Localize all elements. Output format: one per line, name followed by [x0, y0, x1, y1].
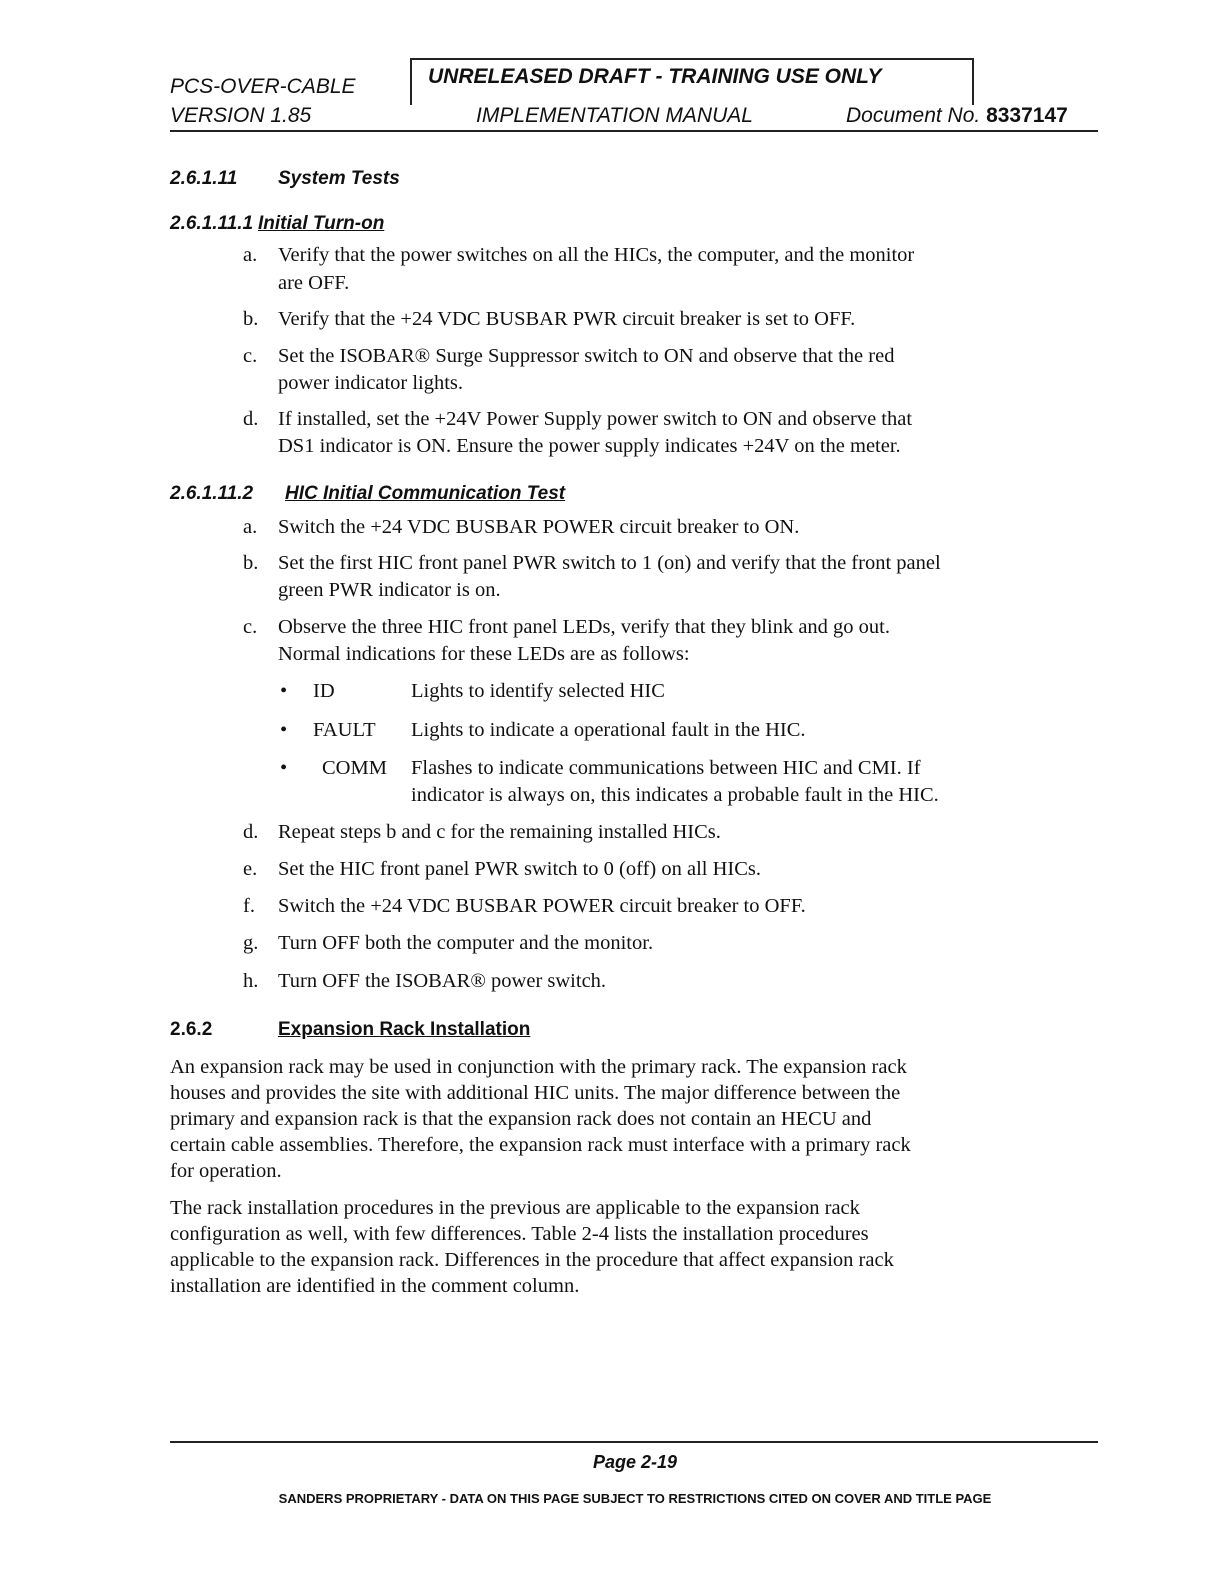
list-marker: d.: [243, 821, 259, 843]
bullet-icon: •: [280, 719, 288, 741]
list-item-text: Verify that the +24 VDC BUSBAR PWR circuit breaker is set to OFF.: [278, 308, 856, 330]
list-marker: g.: [243, 932, 259, 954]
list-marker: d.: [243, 408, 259, 430]
list-marker: c.: [243, 345, 258, 367]
list-marker: f.: [243, 895, 255, 917]
bullet-text: Lights to indicate a operational fault in the HIC.: [411, 719, 806, 741]
section-number: 2.6.1.11.2: [170, 483, 254, 504]
list-marker: b.: [243, 308, 259, 330]
list-marker: a.: [243, 516, 258, 538]
list-item-text: Set the ISOBAR® Surge Suppressor switch to ON and observe that the red: [278, 345, 895, 367]
paragraph-line: installation are identified in the comment column.: [170, 1275, 580, 1297]
list-marker: c.: [243, 616, 258, 638]
list-item-text: Repeat steps b and c for the remaining installed HICs.: [278, 821, 721, 843]
list-item-text: Switch the +24 VDC BUSBAR POWER circuit breaker to ON.: [278, 516, 800, 538]
list-item-text: Set the first HIC front panel PWR switch to 1 (on) and verify that the front panel: [278, 552, 941, 574]
list-item-text: Normal indications for these LEDs are as follows:: [278, 643, 690, 665]
list-marker: e.: [243, 858, 258, 880]
paragraph-line: for operation.: [170, 1160, 282, 1182]
list-item-text: green PWR indicator is on.: [278, 579, 501, 601]
bullet-text: indicator is always on, this indicates a probable fault in the HIC.: [411, 784, 939, 806]
paragraph-line: configuration as well, with few differences. Table 2-4 lists the installation procedures: [170, 1223, 869, 1245]
paragraph-line: primary and expansion rack is that the expansion rack does not contain an HECU and: [170, 1108, 872, 1130]
section-title: System Tests: [278, 168, 400, 189]
list-item-text: power indicator lights.: [278, 372, 464, 394]
list-item-text: Set the HIC front panel PWR switch to 0 (off) on all HICs.: [278, 858, 762, 880]
doc-label: Document No.: [846, 104, 981, 127]
section-title: HIC Initial Communication Test: [285, 483, 566, 504]
bullet-term: FAULT: [313, 719, 376, 741]
paragraph-line: houses and provides the site with additional HIC units. The major difference between the: [170, 1082, 901, 1104]
list-item-text: Turn OFF the ISOBAR® power switch.: [278, 970, 607, 992]
bullet-icon: •: [280, 757, 288, 779]
list-item-text: If installed, set the +24V Power Supply power switch to ON and observe that: [278, 408, 913, 430]
product-name: PCS-OVER-CABLE: [170, 75, 356, 98]
footer-rule: [170, 1441, 1098, 1443]
list-marker: h.: [243, 970, 259, 992]
bullet-icon: •: [280, 680, 288, 702]
section-number: 2.6.1.11: [170, 168, 238, 189]
list-item-text: Switch the +24 VDC BUSBAR POWER circuit breaker to OFF.: [278, 895, 806, 917]
list-marker: a.: [243, 244, 258, 266]
section-title: Initial Turn-on: [258, 213, 385, 234]
paragraph-line: An expansion rack may be used in conjunction with the primary rack. The expansion rack: [170, 1056, 907, 1078]
paragraph-line: The rack installation procedures in the previous are applicable to the expansion rack: [170, 1197, 860, 1219]
bullet-term: ID: [313, 680, 335, 702]
section-number: 2.6.1.11.1: [170, 213, 254, 234]
paragraph-line: applicable to the expansion rack. Differences in the procedure that affect expansion rack: [170, 1249, 894, 1271]
draft-banner: UNRELEASED DRAFT - TRAINING USE ONLY: [428, 65, 882, 88]
doc-number: 8337147: [986, 104, 1068, 127]
paragraph-line: certain cable assemblies. Therefore, the expansion rack must interface with a primary rack: [170, 1134, 911, 1156]
list-item-text: DS1 indicator is ON. Ensure the power supply indicates +24V on the meter.: [278, 435, 901, 457]
list-item-text: Observe the three HIC front panel LEDs, verify that they blink and go out.: [278, 616, 890, 638]
header-rule: [170, 130, 1098, 132]
manual-title: IMPLEMENTATION MANUAL: [476, 104, 753, 127]
list-item-text: are OFF.: [278, 272, 350, 294]
list-marker: b.: [243, 552, 259, 574]
section-title: Expansion Rack Installation: [278, 1019, 531, 1040]
bullet-text: Flashes to indicate communications between HIC and CMI. If: [411, 757, 921, 779]
list-item-text: Turn OFF both the computer and the monitor.: [278, 932, 654, 954]
proprietary-notice: SANDERS PROPRIETARY - DATA ON THIS PAGE SUBJECT TO RESTRICTIONS CITED ON COVER AND TITLE PAGE: [278, 1491, 992, 1506]
bullet-term: COMM: [322, 757, 387, 779]
section-number: 2.6.2: [170, 1019, 213, 1040]
bullet-text: Lights to identify selected HIC: [411, 680, 665, 702]
page-number: Page 2-19: [592, 1452, 678, 1472]
list-item-text: Verify that the power switches on all the HICs, the computer, and the monitor: [278, 244, 915, 266]
version: VERSION 1.85: [170, 104, 312, 127]
